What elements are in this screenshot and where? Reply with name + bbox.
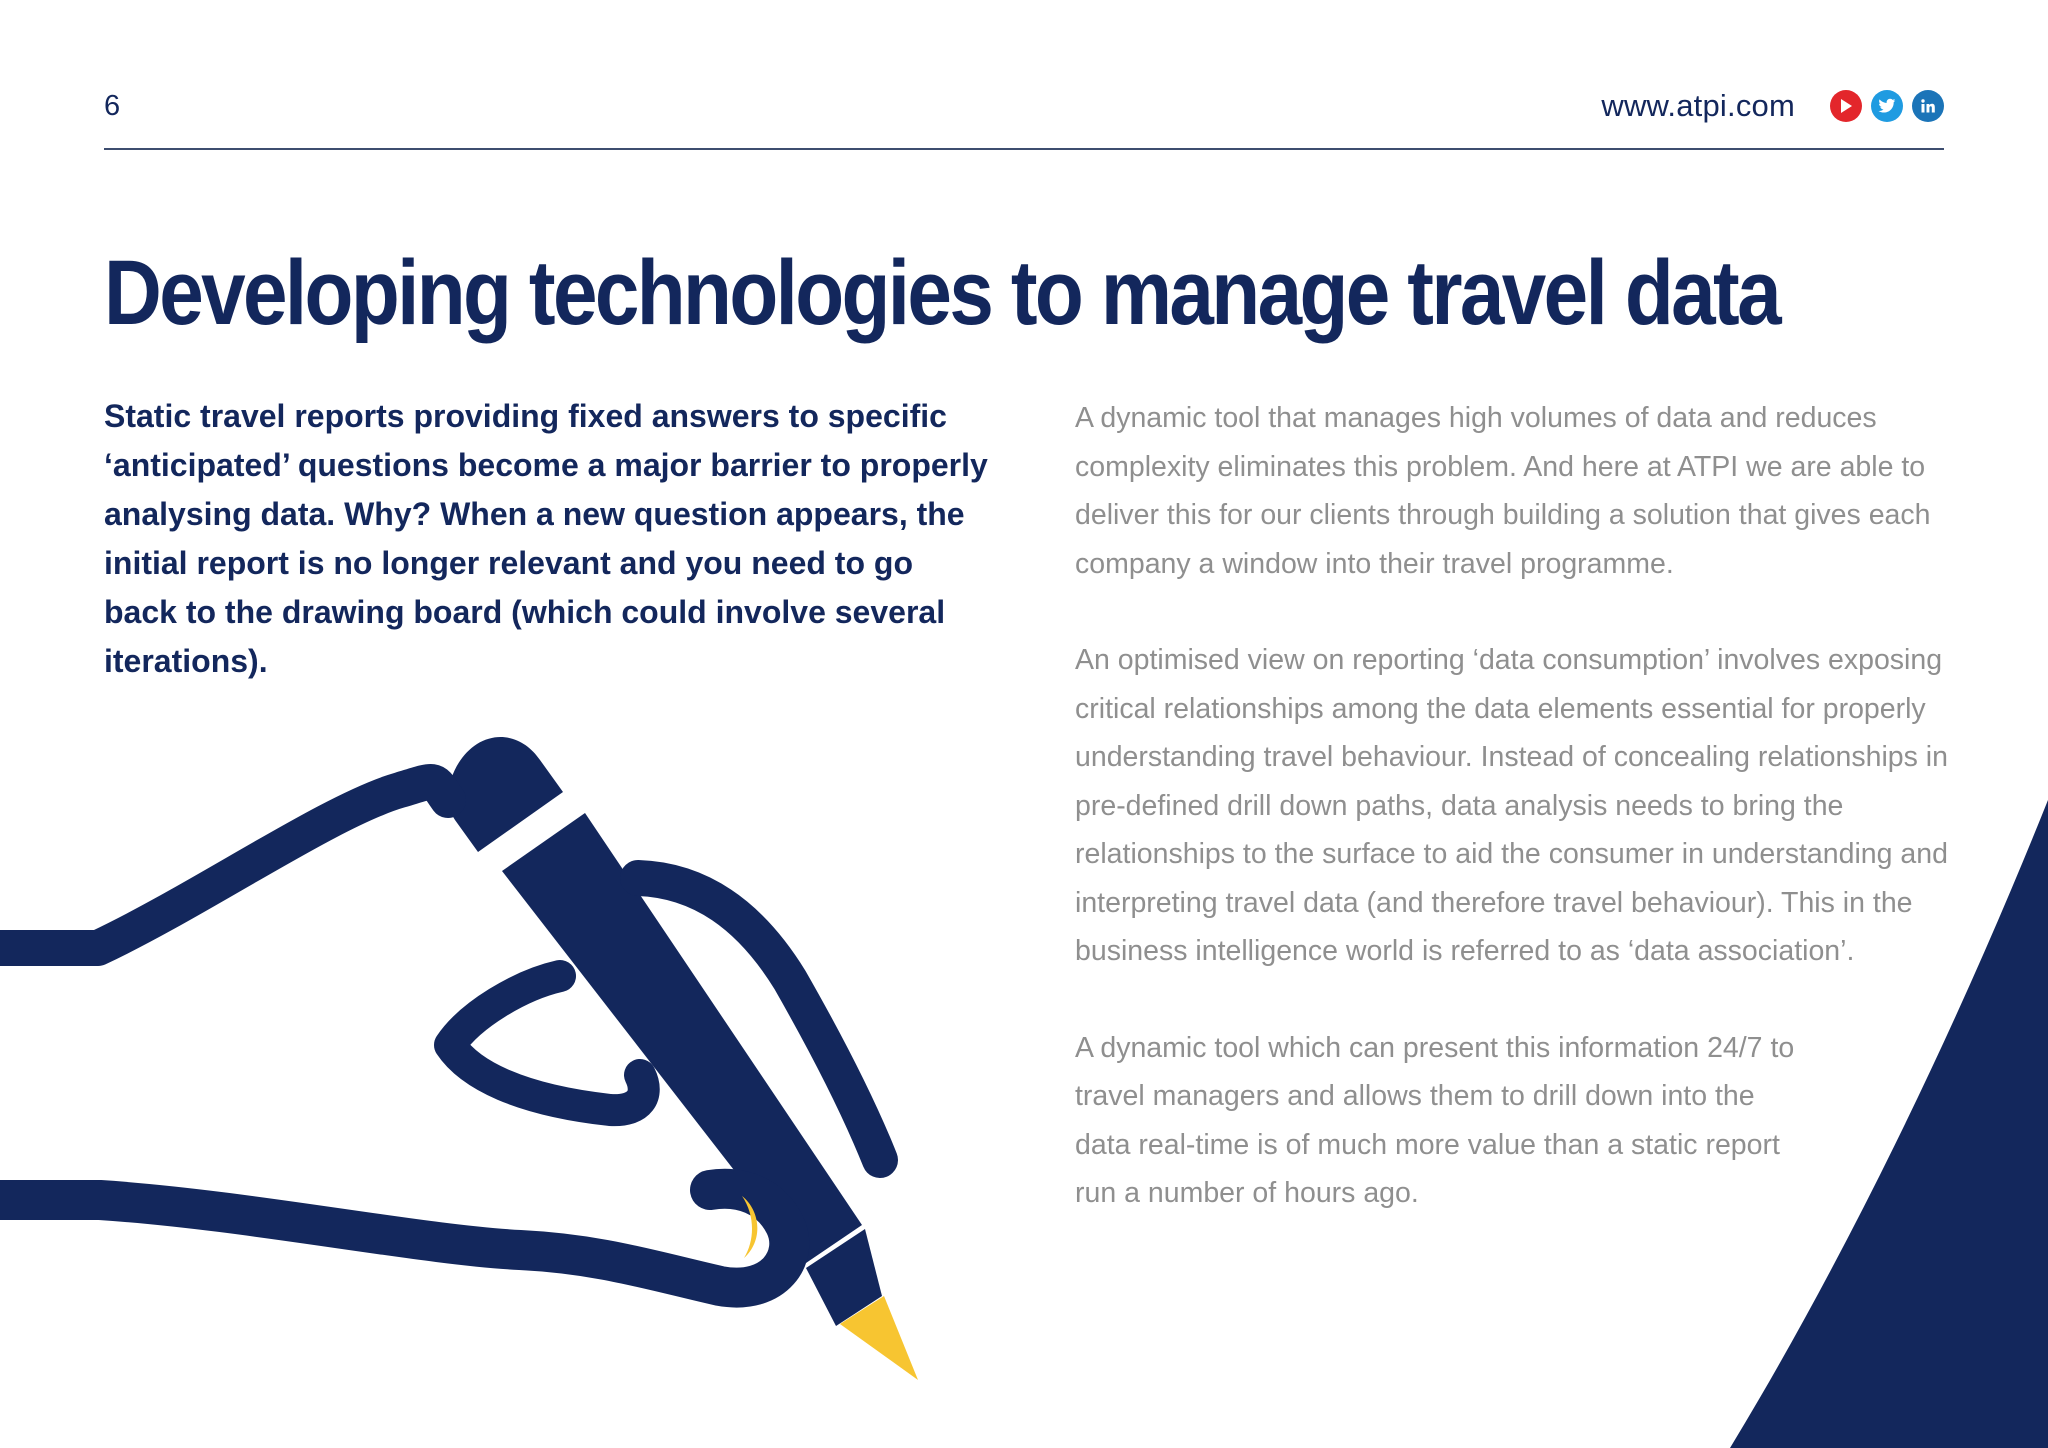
youtube-icon[interactable] bbox=[1830, 90, 1862, 122]
intro-paragraph: Static travel reports providing fixed answers to specific ‘anticipated’ questions become a major barrier to properly analysing data. Why? When a new question appears, the initial report is no longer relevant and you need to go back to the drawing board (which could involve several iterations). bbox=[104, 398, 988, 679]
header-links bbox=[1601, 88, 1944, 124]
page-title: Developing technologies to manage travel data bbox=[104, 242, 1779, 344]
body-paragraph-3: A dynamic tool which can present this information 24/7 to travel managers and allows them to drill down into the data real-time is of much more value than a static report run a number of hours ago. bbox=[1075, 1031, 1795, 1209]
twitter-icon[interactable] bbox=[1871, 90, 1903, 122]
hand-writing-icon bbox=[0, 720, 940, 1400]
corner-decoration bbox=[1700, 800, 2048, 1448]
body-paragraph-1: A dynamic tool that manages high volumes of data and reduces complexity eliminates this problem. And here at ATPI we are able to deliver this for our clients through building a solution that gives each company a window into their travel programme. bbox=[1075, 402, 1931, 580]
body-paragraph-2: An optimised view on reporting ‘data consumption’ involves exposing critical relationships among the data elements essential for properly understanding travel behaviour. Instead of concealing relationships in pre-defined drill down paths, data analysis needs to bring the relationships to the surface to aid the consumer in understanding and interpreting travel data (and therefore travel behaviour). This in the business intelligence world is referred to as ‘data association’. bbox=[1075, 644, 1948, 967]
linkedin-icon[interactable] bbox=[1912, 90, 1944, 122]
website-link[interactable]: www.atpi.com bbox=[1601, 88, 1795, 123]
header-divider bbox=[104, 148, 1944, 150]
page-number: 6 bbox=[104, 90, 121, 122]
